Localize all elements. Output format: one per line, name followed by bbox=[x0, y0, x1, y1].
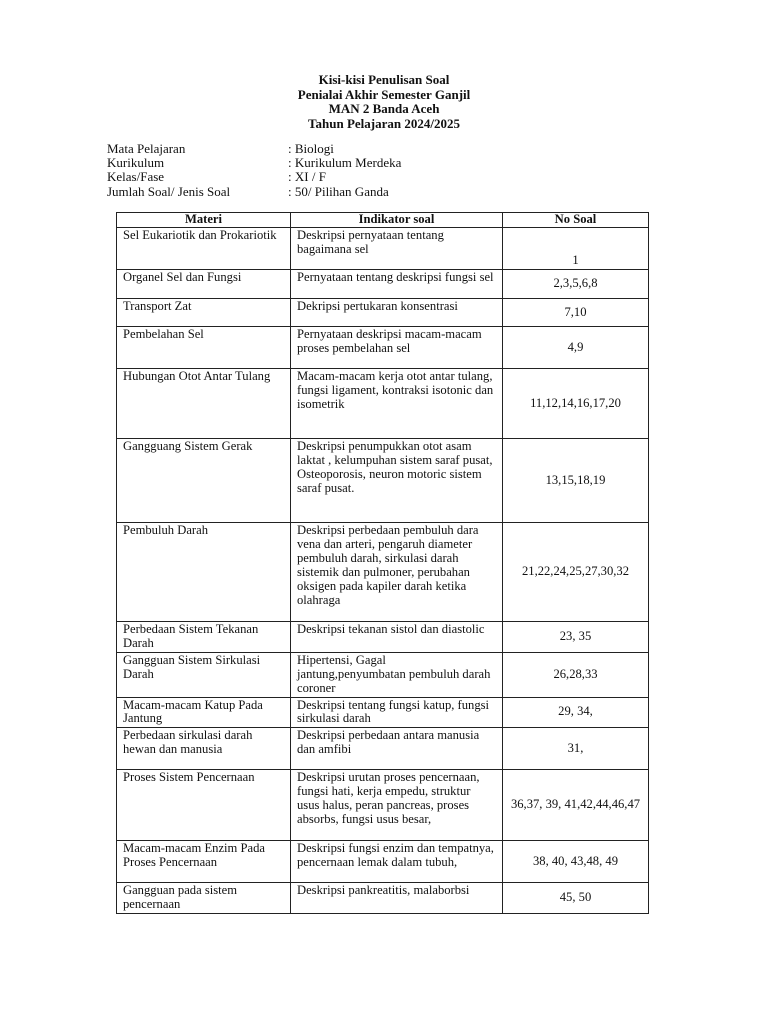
cell-materi: Pembelahan Sel bbox=[117, 327, 291, 369]
info-label: Kurikulum bbox=[107, 155, 165, 171]
info-value: : Kurikulum Merdeka bbox=[288, 155, 402, 171]
cell-materi: Transport Zat bbox=[117, 299, 291, 327]
cell-no-soal: 36,37, 39, 41,42,44,46,47 bbox=[503, 770, 649, 841]
cell-indikator: Hipertensi, Gagal jantung,penyumbatan pembuluh darah coroner bbox=[291, 652, 503, 697]
table-row bbox=[117, 770, 649, 841]
table-row bbox=[117, 228, 649, 270]
cell-no-soal: 7,10 bbox=[503, 299, 649, 327]
info-value: : 50/ Pilihan Ganda bbox=[288, 183, 389, 199]
info-block bbox=[107, 142, 401, 199]
cell-materi: Gangguan Sistem Sirkulasi Darah bbox=[117, 652, 291, 697]
table-row bbox=[117, 299, 649, 327]
info-label: Mata Pelajaran bbox=[107, 141, 186, 156]
info-label: Jumlah Soal/ Jenis Soal bbox=[107, 183, 231, 199]
header-no-soal: No Soal bbox=[503, 213, 649, 228]
title-line-2: Penialai Akhir Semester Ganjil bbox=[297, 86, 471, 102]
cell-no-soal: 45, 50 bbox=[503, 883, 649, 914]
cell-indikator: Pernyataan deskripsi macam-macam proses pembelahan sel bbox=[291, 327, 503, 369]
cell-indikator: Deskripsi fungsi enzim dan tempatnya, pencernaan lemak dalam tubuh, bbox=[291, 841, 503, 883]
cell-indikator: Deskripsi tekanan sistol dan diastolic bbox=[291, 622, 503, 653]
info-row-class bbox=[107, 170, 401, 184]
cell-no-soal: 13,15,18,19 bbox=[503, 439, 649, 523]
cell-indikator: Deskripsi urutan proses pencernaan, fungsi hati, kerja empedu, struktur usus halus, peran pancreas, proses absorbs, fungsi usus besar, bbox=[291, 770, 503, 841]
cell-no-soal: 31, bbox=[503, 728, 649, 770]
info-label: Kelas/Fase bbox=[107, 169, 165, 185]
info-value: : XI / F bbox=[288, 169, 326, 185]
cell-materi: Organel Sel dan Fungsi bbox=[117, 270, 291, 299]
cell-indikator: Deskripsi perbedaan pembuluh dara vena dan arteri, pengaruh diameter pembuluh darah, sirkulasi darah sistemik dan pulmoner, perubahan oksigen pada kapiler darah ketika olahraga bbox=[291, 523, 503, 622]
table-row bbox=[117, 270, 649, 299]
info-row-question-count bbox=[107, 185, 401, 199]
info-value: : Biologi bbox=[288, 141, 334, 156]
table-row bbox=[117, 327, 649, 369]
cell-materi: Macam-macam Katup Pada Jantung bbox=[117, 697, 291, 728]
cell-no-soal: 29, 34, bbox=[503, 697, 649, 728]
table-row bbox=[117, 883, 649, 914]
header-materi: Materi bbox=[117, 213, 291, 228]
cell-no-soal: 2,3,5,6,8 bbox=[503, 270, 649, 299]
cell-materi: Pembuluh Darah bbox=[117, 523, 291, 622]
cell-indikator: Macam-macam kerja otot antar tulang, fungsi ligament, kontraksi isotonic dan isometrik bbox=[291, 369, 503, 439]
cell-indikator: Deskripsi penumpukkan otot asam laktat , kelumpuhan sistem saraf pusat, Osteoporosis, neuron motoric sistem saraf pusat. bbox=[291, 439, 503, 523]
title-line-1: Kisi-kisi Penulisan Soal bbox=[318, 72, 450, 87]
cell-materi: Gangguan pada sistem pencernaan bbox=[117, 883, 291, 914]
cell-indikator: Deskripsi pankreatitis, malaborbsi bbox=[291, 883, 503, 914]
cell-no-soal: 23, 35 bbox=[503, 622, 649, 653]
document-title bbox=[0, 73, 768, 131]
cell-materi: Hubungan Otot Antar Tulang bbox=[117, 369, 291, 439]
cell-no-soal: 21,22,24,25,27,30,32 bbox=[503, 523, 649, 622]
table-row bbox=[117, 439, 649, 523]
table-row bbox=[117, 523, 649, 622]
cell-no-soal: 4,9 bbox=[503, 327, 649, 369]
table-row bbox=[117, 841, 649, 883]
info-row-curriculum bbox=[107, 156, 401, 170]
title-line-3: MAN 2 Banda Aceh bbox=[328, 101, 440, 116]
table-row bbox=[117, 369, 649, 439]
cell-no-soal: 38, 40, 43,48, 49 bbox=[503, 841, 649, 883]
cell-indikator: Deskripsi perbedaan antara manusia dan amfibi bbox=[291, 728, 503, 770]
cell-indikator: Deskripsi tentang fungsi katup, fungsi sirkulasi darah bbox=[291, 697, 503, 728]
cell-materi: Sel Eukariotik dan Prokariotik bbox=[117, 228, 291, 270]
info-row-subject bbox=[107, 142, 401, 156]
table-row bbox=[117, 697, 649, 728]
cell-materi: Macam-macam Enzim Pada Proses Pencernaan bbox=[117, 841, 291, 883]
cell-indikator: Dekripsi pertukaran konsentrasi bbox=[291, 299, 503, 327]
header-indikator: Indikator soal bbox=[291, 213, 503, 228]
cell-no-soal: 26,28,33 bbox=[503, 652, 649, 697]
question-grid-table bbox=[116, 212, 649, 914]
cell-indikator: Pernyataan tentang deskripsi fungsi sel bbox=[291, 270, 503, 299]
cell-materi: Perbedaan Sistem Tekanan Darah bbox=[117, 622, 291, 653]
table-row bbox=[117, 622, 649, 653]
title-line-4: Tahun Pelajaran 2024/2025 bbox=[308, 115, 460, 131]
cell-indikator: Deskripsi pernyataan tentang bagaimana sel bbox=[291, 228, 503, 270]
cell-no-soal: 1 bbox=[503, 228, 649, 270]
cell-materi: Perbedaan sirkulasi darah hewan dan manusia bbox=[117, 728, 291, 770]
table-row bbox=[117, 728, 649, 770]
table-header-row bbox=[117, 213, 649, 228]
table-row bbox=[117, 652, 649, 697]
cell-materi: Gangguang Sistem Gerak bbox=[117, 439, 291, 523]
cell-no-soal: 11,12,14,16,17,20 bbox=[503, 369, 649, 439]
cell-materi: Proses Sistem Pencernaan bbox=[117, 770, 291, 841]
